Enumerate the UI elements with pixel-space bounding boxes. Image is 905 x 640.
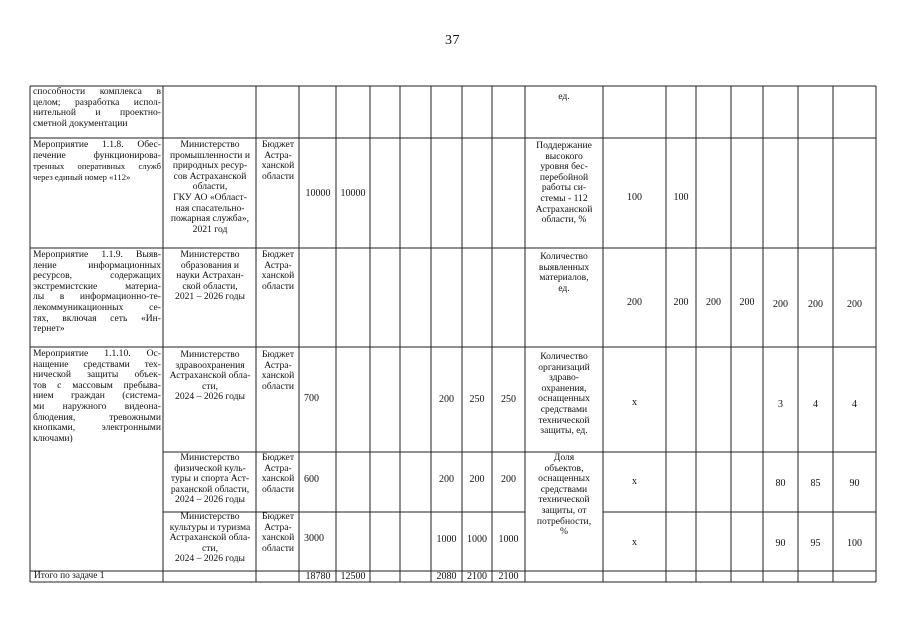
indicator-value-2026-1-1-10-culture: 100 [847, 538, 862, 549]
executor-line: ГКУ АО «Област- [173, 191, 247, 203]
indicator-line: средствами [540, 403, 588, 415]
indicator-line: защиты, от [541, 504, 587, 516]
source-line: Астра- [264, 521, 292, 533]
source-1-1-8 [257, 140, 299, 182]
executor-line: ная спасательно- [175, 202, 245, 214]
measure-line: лы в информационно-те- [33, 291, 161, 303]
total-row-label: Итого по задаче 1 [34, 571, 105, 581]
indicator-value-2024-1-1-9: 200 [773, 299, 788, 310]
indicator-value-2024-1-1-10-culture: 90 [775, 538, 786, 549]
indicator-1-1-10-health [526, 352, 602, 437]
source-line: Астра- [264, 359, 292, 371]
indicator-value-2025-1-1-10-health: 4 [813, 399, 818, 410]
source-line: Бюджет [261, 512, 295, 522]
source-line: Астра- [264, 462, 292, 474]
indicator-value-2022-1-1-9: 200 [706, 297, 721, 308]
indicator-line: организаций [538, 361, 590, 373]
indicator-line: Доля [553, 453, 575, 463]
source-1-1-10-sport [257, 453, 299, 495]
continuation-measure-line: целом; разработка испол- [33, 96, 161, 108]
measure-line: ление информационных [33, 259, 161, 271]
executor-line: Астраханской обла- [169, 370, 251, 382]
executor-line: Министерство [180, 350, 240, 360]
indicator-line: оснащенных [538, 473, 590, 485]
executor-line: науки Астрахан- [176, 270, 244, 282]
indicator-line: выявленных [538, 261, 590, 273]
value-2025-1-1-10-sport: 200 [469, 474, 485, 485]
executor-line: Министерство [180, 453, 240, 463]
source-line: ханской [261, 270, 295, 282]
value-total-1-1-10-health: 700 [304, 393, 319, 404]
executor-line: Министерство [180, 512, 240, 522]
source-line: Астра- [264, 149, 292, 161]
indicator-line: Количество [540, 352, 588, 362]
value-total-1-1-10-culture: 3000 [304, 533, 324, 544]
indicator-value-2026-1-1-10-sport: 90 [849, 478, 860, 489]
source-line: ханской [261, 473, 295, 485]
indicator-line: ед. [558, 282, 570, 294]
source-line: Бюджет [261, 350, 295, 360]
indicator-value-base-1-1-8: 100 [627, 192, 642, 203]
value-2024-1-1-10-health: 200 [439, 394, 454, 405]
indicator-line: потребности, [536, 515, 592, 527]
indicator-line: Количество [540, 252, 588, 262]
indicator-line: охранения, [541, 382, 587, 394]
indicator-value-2023-1-1-9: 200 [739, 297, 755, 308]
source-line: Бюджет [261, 140, 295, 150]
continuation-measure [33, 87, 161, 129]
source-line: ханской [261, 160, 295, 172]
executor-line: здравоохранения [175, 359, 245, 371]
measure-line: тренных оперативных служб [33, 161, 161, 172]
executor-1-1-10-health [164, 350, 256, 403]
indicator-value-base-1-1-10-health: x [632, 397, 637, 408]
indicator-value-2025-1-1-10-sport: 85 [810, 478, 821, 489]
value-2024-1-1-10-sport: 200 [439, 474, 454, 485]
indicator-1-1-9 [526, 252, 602, 294]
executor-line: природных ресур- [172, 160, 248, 172]
total-row-2024: 2080 [436, 571, 457, 582]
measure-line: блюдения, тревожными [33, 411, 161, 423]
indicator-line: стемы - 112 [540, 192, 588, 204]
executor-line: сти, [202, 380, 218, 392]
continuation-indicator-unit: ед. [558, 92, 570, 102]
indicator-line: перебойной [539, 171, 589, 183]
indicator-line: работы си- [541, 182, 587, 194]
measure-line: экстремистские материа- [33, 280, 161, 292]
source-line: области [261, 280, 295, 292]
page-number: 37 [445, 33, 460, 48]
executor-line: сов Астраханской [173, 170, 247, 182]
indicator-line: средствами [540, 483, 588, 495]
indicator-value-2021-1-1-8: 100 [673, 192, 689, 203]
executor-line: Министерство [180, 250, 240, 260]
executor-1-1-9 [164, 250, 256, 303]
source-1-1-9 [257, 250, 299, 292]
executor-line: 2024 – 2026 годы [175, 553, 245, 565]
measure-line: кнопками, электронными [33, 422, 161, 434]
source-line: области [261, 542, 295, 554]
indicator-line: % [560, 526, 568, 538]
executor-1-1-8 [164, 140, 256, 235]
value-2026-1-1-10-culture: 1000 [498, 534, 519, 545]
executor-line: 2024 – 2026 годы [175, 494, 245, 506]
value-2024-1-1-10-culture: 1000 [436, 534, 457, 545]
executor-line: Астраханской обла- [169, 532, 251, 544]
executor-line: 2021 год [192, 223, 228, 235]
measure-line: Мероприятие 1.1.8. Обес- [33, 140, 161, 150]
source-line: Астра- [264, 259, 292, 271]
total-row-2026: 2100 [498, 571, 519, 582]
executor-line: промышленности и [170, 149, 250, 161]
indicator-line: технической [538, 494, 590, 506]
source-line: Бюджет [261, 250, 295, 260]
total-row-2021: 12500 [340, 571, 366, 582]
executor-line: сти, [202, 542, 218, 554]
indicator-line: здраво- [548, 372, 579, 384]
executor-line: физической куль- [174, 462, 246, 474]
indicator-line: защиты, ед. [540, 425, 588, 437]
source-line: ханской [261, 532, 295, 544]
measure-1-1-9 [33, 250, 161, 335]
indicator-1-1-8 [526, 141, 602, 226]
continuation-measure-line: сметной документации [33, 117, 128, 129]
indicator-value-base-1-1-9: 200 [627, 297, 642, 308]
indicator-line: Поддержание [536, 141, 592, 151]
indicator-line: объектов, [544, 462, 584, 474]
measure-line: через единый номер «112» [33, 171, 131, 182]
continuation-measure-line: способности комплекса в [33, 87, 161, 97]
indicator-value-2024-1-1-10-sport: 80 [775, 478, 786, 489]
executor-line: области, [192, 181, 228, 193]
executor-line: 2021 – 2026 годы [175, 291, 245, 303]
measure-1-1-10 [33, 349, 161, 444]
indicator-line: уровня бес- [540, 161, 588, 173]
total-row-2025: 2100 [467, 571, 487, 582]
indicator-value-base-1-1-10-culture: x [632, 537, 637, 548]
indicator-line: технической [538, 414, 590, 426]
executor-1-1-10-sport [164, 453, 256, 506]
measure-line: лекоммуникационных се- [33, 301, 161, 313]
measure-line: Мероприятие 1.1.9. Выяв- [33, 250, 161, 260]
measure-line: тях, включая сеть «Ин- [33, 312, 161, 324]
indicator-value-2026-1-1-9: 200 [847, 299, 862, 310]
executor-line: Министерство [180, 140, 240, 150]
value-2021-1-1-8: 10000 [340, 188, 366, 199]
executor-line: культуры и туризма [169, 521, 251, 533]
indicator-line: Астраханской [535, 203, 593, 215]
measure-line: нием граждан (система- [33, 390, 161, 402]
source-line: области [261, 483, 295, 495]
indicator-value-2021-1-1-9: 200 [673, 297, 689, 308]
value-total-1-1-10-sport: 600 [304, 474, 319, 485]
indicator-value-2025-1-1-10-culture: 95 [810, 538, 821, 549]
measure-line: тернет» [33, 323, 65, 335]
source-1-1-10-health [257, 350, 299, 392]
executor-line: раханской области, [170, 483, 250, 495]
indicator-value-2026-1-1-10-health: 4 [852, 399, 857, 410]
measure-line: ключами) [33, 432, 73, 444]
indicator-1-1-10-sport-culture [526, 453, 602, 538]
source-line: ханской [261, 370, 295, 382]
executor-line: пожарная служба», [170, 213, 250, 225]
value-2025-1-1-10-culture: 1000 [467, 534, 487, 545]
measure-line: тов с массовым пребыва- [33, 379, 161, 391]
indicator-line: материалов, [539, 272, 589, 284]
executor-line: ской области, [182, 280, 238, 292]
measure-line: ми наружного видеона- [33, 400, 161, 412]
indicator-value-2025-1-1-9: 200 [808, 299, 823, 310]
executor-line: 2024 – 2026 годы [175, 391, 245, 403]
indicator-value-2024-1-1-10-health: 3 [778, 399, 783, 410]
value-2026-1-1-10-health: 250 [501, 394, 516, 405]
indicator-line: оснащенных [538, 393, 590, 405]
measure-line: нащение средствами тех- [33, 358, 161, 370]
measure-line: печение функционирова- [33, 149, 161, 161]
measure-1-1-8 [33, 140, 161, 182]
measure-line: ресурсов, содержащих [33, 270, 161, 282]
source-line: Бюджет [261, 453, 295, 463]
measure-line: Мероприятие 1.1.10. Ос- [33, 349, 161, 359]
source-line: области [261, 380, 295, 392]
indicator-value-base-1-1-10-sport: x [632, 476, 637, 487]
value-total-1-1-8: 10000 [305, 188, 331, 199]
value-2025-1-1-10-health: 250 [469, 394, 485, 405]
measure-line: нической защиты объек- [33, 369, 161, 381]
indicator-line: высокого [545, 150, 583, 162]
executor-1-1-10-culture [164, 512, 256, 565]
source-1-1-10-culture [257, 512, 299, 554]
executor-line: туры и спорта Аст- [170, 473, 250, 485]
continuation-measure-line: нительной и проектно- [33, 107, 161, 119]
value-2026-1-1-10-sport: 200 [501, 474, 516, 485]
executor-line: образования и [180, 259, 240, 271]
source-line: области [261, 170, 295, 182]
total-row-total: 18780 [305, 571, 331, 582]
indicator-line: области, % [541, 214, 587, 226]
